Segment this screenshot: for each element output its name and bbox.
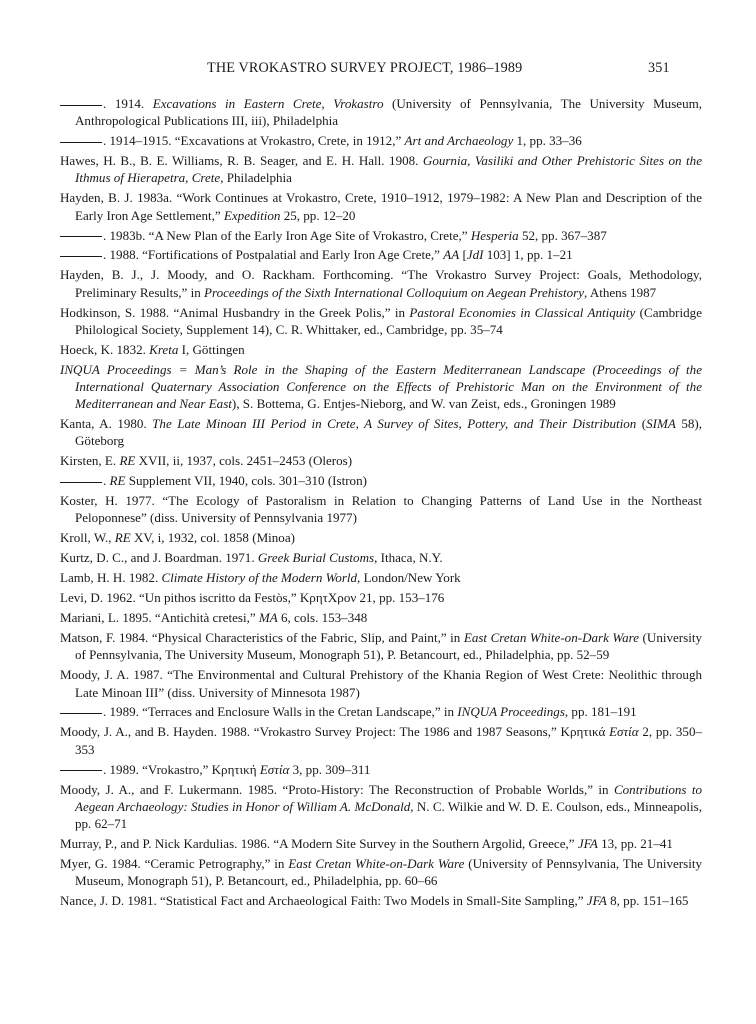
entry-text: Murray, P., and P. Nick Kardulias. 1986. “A Modern Site Survey in the Southern Argolid, Greece,” bbox=[60, 835, 578, 851]
repeat-author-dash bbox=[60, 770, 102, 771]
entry-text: (Cambridge Philological Society, Supplement 14), C. R. Whittaker, ed., Cambridge, pp. 35–74 bbox=[75, 304, 702, 337]
entry-text: Matson, F. 1984. “Physical Characteristics of the Fabric, Slip, and Paint,” in bbox=[60, 630, 464, 646]
entry-text: . bbox=[103, 473, 110, 489]
bibliography-entry bbox=[60, 549, 702, 566]
entry-text: 52, pp. 367–387 bbox=[518, 227, 607, 243]
entry-text: 3, pp. 309–311 bbox=[289, 761, 371, 777]
entry-text: (University of Pennsylvania, The University Museum, Monograph 51), P. Betancourt, ed., Philadelphia, pp. 52–59 bbox=[75, 630, 702, 663]
entry-text: Hodkinson, S. 1988. “Animal Husbandry in the Greek Polis,” in bbox=[60, 304, 410, 320]
entry-text: . 1989. “Terraces and Enclosure Walls in the Cretan Landscape,” in bbox=[103, 704, 458, 720]
entry-italic-text: Gournia, Vasiliki and Other Prehistoric Sites on the Ithmus of Hierapetra, Crete bbox=[75, 153, 702, 186]
entry-text: , N. C. Wilkie and W. D. E. Coulson, eds., Minneapolis, pp. 62–71 bbox=[75, 798, 702, 831]
entry-text: ( bbox=[636, 416, 647, 432]
entry-text: 103] 1, pp. 1–21 bbox=[483, 247, 573, 263]
entry-text: , Ithaca, N.Y. bbox=[374, 550, 443, 566]
entry-italic-text: Expedition bbox=[223, 207, 281, 223]
bibliography-entry bbox=[60, 227, 702, 244]
bibliography-entry bbox=[60, 452, 702, 469]
entry-italic-text: The Late Minoan III Period in Crete, A Survey of Sites, Pottery, and Their Distribution bbox=[152, 416, 637, 432]
running-header bbox=[0, 60, 756, 80]
bibliography-entry bbox=[60, 341, 702, 358]
bibliography-entry bbox=[60, 781, 702, 833]
entry-italic-text: Pastoral Economies in Classical Antiquity bbox=[409, 304, 636, 320]
entry-text: ), S. Bottema, G. Entjes-Nieborg, and W. van Zeist, eds., Groningen 1989 bbox=[231, 396, 616, 412]
entry-text: 1, pp. 33–36 bbox=[513, 133, 582, 149]
entry-text: Moody, J. A., and F. Lukermann. 1985. “Proto-History: The Reconstruction of Probable Worlds,” in bbox=[60, 781, 614, 797]
entry-text: Levi, D. 1962. “Un pithos iscritto da Festòs,” ΚρητΧρον 21, pp. 153–176 bbox=[60, 590, 445, 606]
entry-text: Hoeck, K. 1832. bbox=[60, 341, 150, 357]
entry-text: 6, cols. 153–348 bbox=[277, 610, 368, 626]
entry-text: (University of Pennsylvania, The University Museum, Monograph 51), P. Betancourt, ed., Philadelphia, pp. 60–66 bbox=[75, 855, 702, 889]
entry-italic-text: Excavations in Eastern Crete, Vrokastro bbox=[152, 96, 384, 111]
entry-text: XV, i, 1932, col. 1858 (Minoa) bbox=[130, 530, 295, 546]
bibliography-entry bbox=[60, 761, 702, 778]
entry-text: Koster, H. 1977. “The Ecology of Pastoralism in Relation to Changing Patterns of Land Use in the Northeast Peloponnese” (diss. University of Pennsylvania 1977) bbox=[60, 493, 702, 526]
entry-italic-text: East Cretan White-on-Dark Ware bbox=[288, 855, 465, 871]
entry-text: . 1914–1915. “Excavations at Vrokastro, Crete, in 1912,” bbox=[103, 133, 405, 149]
bibliography-entry bbox=[60, 266, 702, 301]
repeat-author-dash bbox=[60, 482, 102, 483]
entry-italic-text: INQUA Proceedings = Man’s Role in the Shaping of the Eastern Mediterranean Landscape (Proceedings of the International Quaternary Association Conference on the Effects of Prehistoric Man on the Environment of the Mediterranean and Near East bbox=[60, 361, 702, 412]
entry-text: 8, pp. 151–165 bbox=[606, 893, 689, 909]
entry-italic-text: RE bbox=[114, 530, 131, 546]
entry-text: Supplement VII, 1940, cols. 301–310 (Istron) bbox=[125, 473, 367, 489]
entry-text: XVII, ii, 1937, cols. 2451–2453 (Oleros) bbox=[135, 453, 353, 469]
entry-text: Mariani, L. 1895. “Antichità cretesi,” bbox=[60, 610, 259, 626]
bibliography-entry bbox=[60, 246, 702, 263]
bibliography-entry bbox=[60, 152, 702, 187]
bibliography-entry bbox=[60, 361, 702, 413]
bibliography-entry bbox=[60, 835, 702, 852]
entry-text: (University of Pennsylvania, The University Museum, Anthropological Publications III, iii), Philadelphia bbox=[75, 96, 703, 129]
bibliography-entry bbox=[60, 629, 702, 664]
repeat-author-dash bbox=[60, 713, 102, 714]
repeat-author-dash bbox=[60, 142, 102, 143]
entry-italic-text: MA bbox=[258, 610, 278, 626]
bibliography-entry bbox=[60, 132, 702, 149]
entry-text: [ bbox=[459, 247, 467, 263]
entry-text: Kurtz, D. C., and J. Boardman. 1971. bbox=[60, 550, 258, 566]
entry-text: 2, pp. 350–353 bbox=[75, 724, 702, 757]
bibliography-entry bbox=[60, 855, 702, 890]
entry-italic-text: Greek Burial Customs bbox=[257, 550, 375, 566]
repeat-author-dash bbox=[60, 256, 102, 257]
entry-italic-text: Εστία bbox=[259, 761, 290, 777]
bibliography-entry bbox=[60, 666, 702, 701]
entry-italic-text: JdI bbox=[466, 247, 484, 263]
entry-text: Hayden, B. J., J. Moody, and O. Rackham. Forthcoming. “The Vrokastro Survey Project: Goals, Methodology, Preliminary Results,” in bbox=[60, 267, 702, 300]
bibliography-entry bbox=[60, 304, 702, 339]
entry-italic-text: Hesperia bbox=[470, 227, 519, 243]
bibliography-entry bbox=[60, 569, 702, 586]
entry-text: Hayden, B. J. 1983a. “Work Continues at Vrokastro, Crete, 1910–1912, 1979–1982: A New Plan and Description of the Early Iron Age Settlement,” bbox=[60, 190, 702, 223]
entry-italic-text: Εστία bbox=[609, 724, 639, 740]
entry-italic-text: RE bbox=[109, 473, 126, 489]
bibliography-entry bbox=[60, 529, 702, 546]
entry-italic-text: JFA bbox=[577, 835, 598, 851]
entry-italic-text: East Cretan White-on-Dark Ware bbox=[463, 630, 640, 646]
bibliography-list bbox=[60, 95, 702, 912]
entry-text: 58), Göteborg bbox=[75, 416, 702, 449]
bibliography-entry bbox=[60, 723, 702, 758]
entry-text: Kroll, W., bbox=[60, 530, 115, 546]
entry-text: , London/New York bbox=[357, 570, 461, 586]
entry-text: Kanta, A. 1980. bbox=[60, 416, 153, 432]
entry-text: . 1988. “Fortifications of Postpalatial and Early Iron Age Crete,” bbox=[103, 247, 444, 263]
entry-text: Moody, J. A. 1987. “The Environmental and Cultural Prehistory of the Khania Region of West Crete: Neolithic through Late Minoan III” (diss. University of Minnesota 1987) bbox=[60, 667, 702, 700]
entry-italic-text: Climate History of the Modern World bbox=[161, 570, 358, 586]
entry-text: Moody, J. A., and B. Hayden. 1988. “Vrokastro Survey Project: The 1986 and 1987 Seasons,” Κρητικά bbox=[60, 724, 610, 740]
running-title: THE VROKASTRO SURVEY PROJECT, 1986–1989 bbox=[207, 60, 523, 76]
entry-text: , Athens 1987 bbox=[584, 284, 657, 300]
entry-text: Hawes, H. B., B. E. Williams, R. B. Seager, and E. H. Hall. 1908. bbox=[60, 153, 423, 169]
bibliography-entry bbox=[60, 589, 702, 606]
entry-text: Kirsten, E. bbox=[60, 453, 120, 469]
entry-text: Myer, G. 1984. “Ceramic Petrography,” in bbox=[60, 855, 289, 871]
entry-italic-text: Contributions to Aegean Archaeology: Studies in Honor of William A. McDonald bbox=[75, 781, 702, 814]
entry-text: 25, pp. 12–20 bbox=[280, 207, 356, 223]
repeat-author-dash bbox=[60, 105, 102, 106]
bibliography-entry bbox=[60, 415, 702, 450]
entry-text: I, Göttingen bbox=[178, 341, 245, 357]
entry-italic-text: SIMA bbox=[646, 416, 676, 432]
bibliography-entry bbox=[60, 492, 702, 527]
bibliography-entry bbox=[60, 892, 702, 909]
entry-italic-text: Proceedings of the Sixth International Colloquium on Aegean Prehistory bbox=[204, 284, 585, 300]
entry-italic-text: Kreta bbox=[149, 341, 179, 357]
entry-italic-text: RE bbox=[119, 453, 136, 469]
repeat-author-dash bbox=[60, 236, 102, 237]
bibliography-entry bbox=[60, 95, 702, 130]
entry-italic-text: Art and Archaeology bbox=[404, 133, 514, 149]
entry-italic-text: INQUA Proceedings bbox=[457, 704, 565, 720]
entry-text: , pp. 181–191 bbox=[564, 704, 637, 720]
entry-text: 13, pp. 21–41 bbox=[597, 835, 673, 851]
entry-text: , Philadelphia bbox=[220, 170, 292, 186]
bibliography-entry bbox=[60, 189, 702, 224]
entry-text: Lamb, H. H. 1982. bbox=[60, 570, 162, 586]
bibliography-entry bbox=[60, 609, 702, 626]
bibliography-entry bbox=[60, 472, 702, 489]
entry-text: . 1914. bbox=[103, 96, 153, 111]
entry-italic-text: JFA bbox=[586, 893, 607, 909]
entry-text: Nance, J. D. 1981. “Statistical Fact and Archaeological Faith: Two Models in Small-Site Sampling,” bbox=[60, 893, 587, 909]
entry-italic-text: AA bbox=[443, 247, 460, 263]
page-number: 351 bbox=[648, 60, 670, 76]
entry-text: . 1983b. “A New Plan of the Early Iron Age Site of Vrokastro, Crete,” bbox=[103, 227, 471, 243]
bibliography-entry bbox=[60, 703, 702, 720]
entry-text: . 1989. “Vrokastro,” Κρητική bbox=[103, 761, 260, 777]
